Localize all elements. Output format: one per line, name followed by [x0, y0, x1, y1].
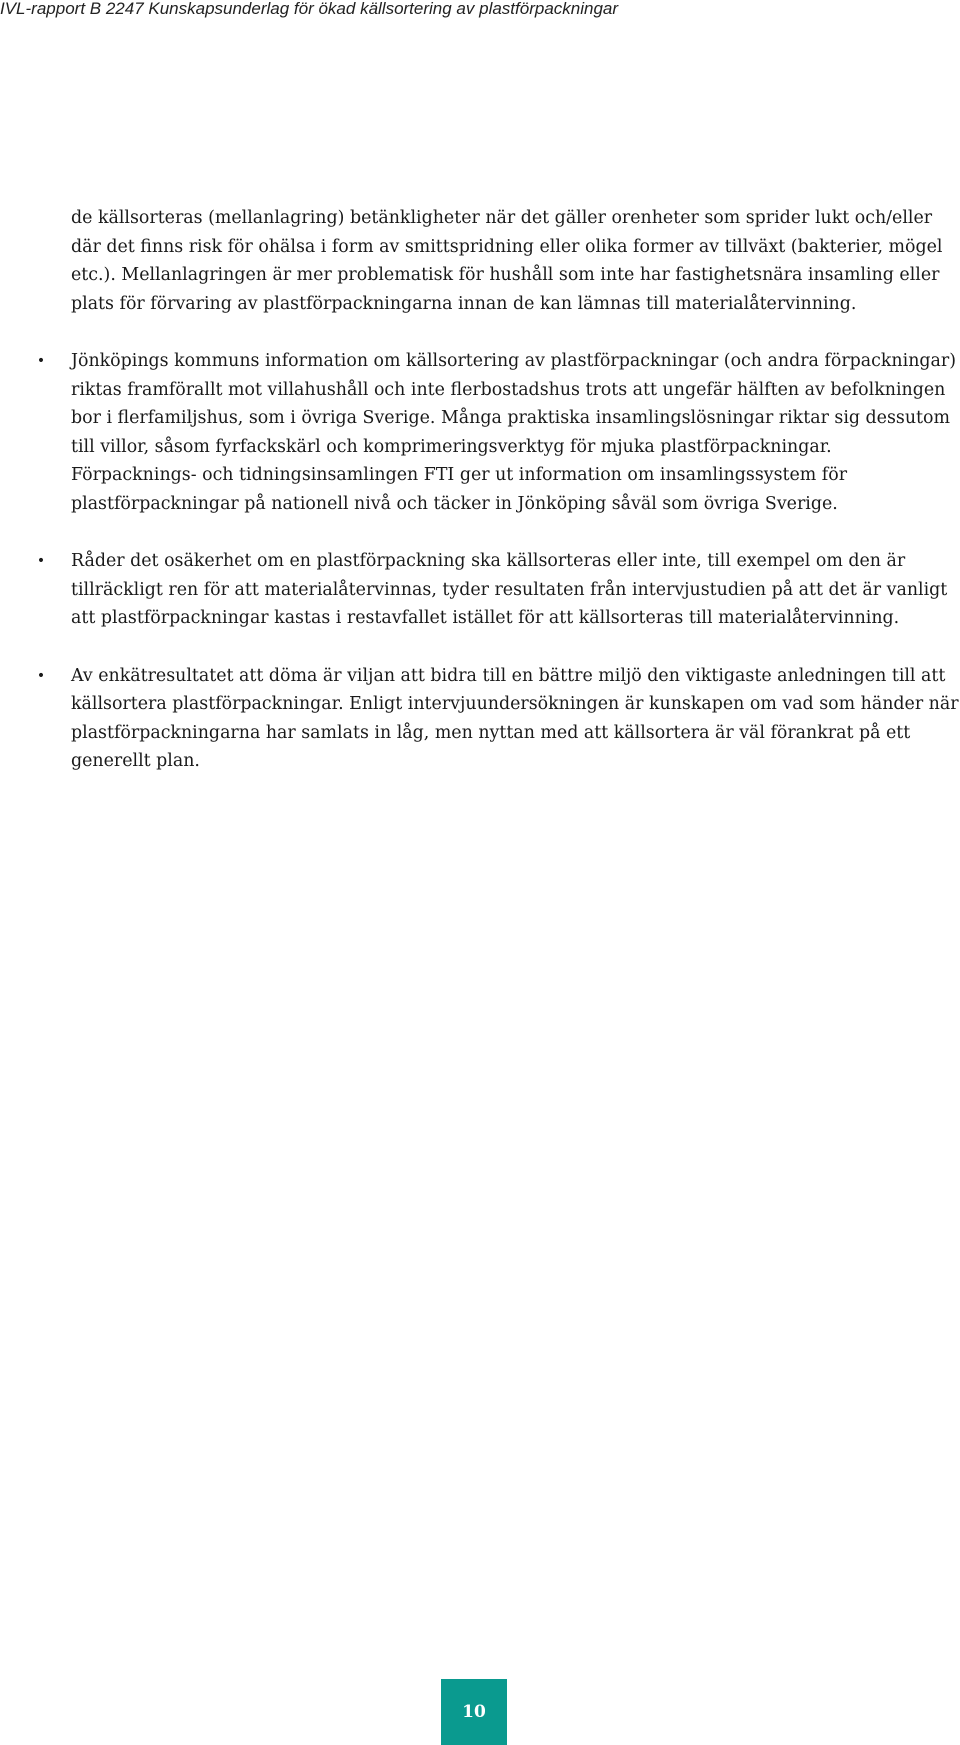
list-item-text: Råder det osäkerhet om en plastförpackning ska källsorteras eller inte, till exempel om den är tillräckligt ren för att materialåtervinnas, tyder resultaten från intervjustudien på att det är vanligt att plastförpackningar kastas i restavfallet istället för att källsorteras till materialåtervinning. — [71, 551, 948, 629]
document-body — [36, 204, 960, 776]
page-number-box — [441, 1679, 507, 1745]
bullet-icon: • — [36, 553, 46, 570]
continuation-paragraph: de källsorteras (mellanlagring) betänkligheter när det gäller orenheter som sprider lukt och/eller där det finns risk för ohälsa i form av smittspridning eller olika former av tillväxt (bakterier, mögel etc.). Mellanlagringen är mer problematisk för hushåll som inte har fastighetsnära insamling eller plats för förvaring av plastförpackningarna innan de kan lämnas till materialåtervinning. — [71, 208, 943, 314]
list-item — [36, 662, 960, 776]
bullet-list — [36, 347, 960, 776]
list-item-text: Jönköpings kommuns information om källsortering av plastförpackningar (och andra förpackningar) riktas framförallt mot villahushåll och inte flerbostadshus trots att ungefär hälften av befolkningen bor i flerfamiljshus, som i övriga Sverige. Många praktiska insamlingslösningar riktar sig dessutom till villor, såsom fyrfackskärl och komprimeringsverktyg för mjuka plastförpackningar. Förpacknings- och tidningsinsamlingen FTI ger ut information om insamlingssystem för plastförpackningar på nationell nivå och täcker in Jönköping såväl som övriga Sverige. — [71, 350, 956, 514]
running-header: IVL-rapport B 2247 Kunskapsunderlag för ökad källsortering av plastförpackningar — [0, 0, 619, 18]
list-item-text: Av enkätresultatet att döma är viljan att bidra till en bättre miljö den viktigaste anledningen till att källsortera plastförpackningar. Enligt intervjuundersökningen är kunskapen om vad som händer när plastförpackningarna har samlats in låg, men nyttan med att källsortera är väl förankrat på ett generellt plan. — [71, 665, 959, 772]
list-item — [36, 547, 960, 633]
bullet-icon: • — [36, 667, 46, 684]
list-item — [36, 347, 960, 519]
page-number: 10 — [462, 1702, 486, 1722]
bullet-icon: • — [36, 352, 46, 369]
